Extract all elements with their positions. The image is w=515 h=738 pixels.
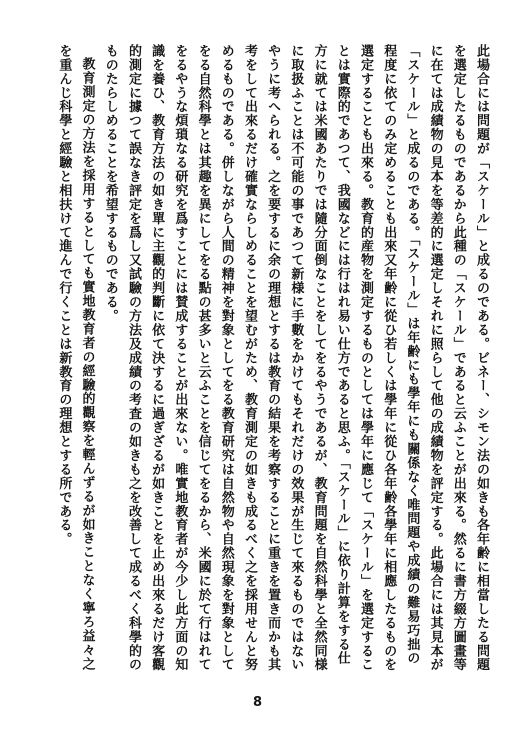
paragraph: 教育測定の方法を採用するとしても實地教育者の經驗的觀察を輕んずるが如きことなく寧ろ益々之を重んじ科學と經驗と相扶けて進んで行くことは新教育の理想とする所である。 <box>56 44 95 671</box>
page-number: 8 <box>252 695 263 710</box>
paragraph: 此場合には問題が「スケール」と成るのである。ビネー、シモン法の如きも各年齢に相當したる問題を選定したるものであるから此種の「スケール」であると云ふことが出來る。然るに書方綴方圖畫等に在ては成績物の見本を等差的に選定しそれに照らして他の成績物を評定する。此場合には其見本が「スケール」と成るのである。「スケール」は年齢にも學年にも關係なく唯問題や成績の難易巧拙の程度に依てのみ定めることも出來又年齢に從ひ若しくは學年に從ひ各年齢各學年に相應したるものを選定することも出來る。教育的産物を測定するものとしては學年に應じて「スケール」を選定することは實際的であつて、我國などには行はれ易い仕方であると思ふ。「スケール」に依り計算をする仕方に就ては米國あたりでは隨分面倒なことをしてをるやうであるが、教育問題を自然科學と全然同様に取扱ふことは不可能の事であつて新様に手數をかけてもそれだけの效果が生じて來るものではないやうに考へられる。之を要するに余の理想とするは教育の結果を考察することに重きを置き而かも其考をして出來るだけ確實ならしめることを望むがため、教育測定の如きも成るべく之を採用せんと努めるものである。併しながら人間の精神を對象としてをる教育研究は自然物や自然現象を對象としてをる自然科學とは其趣を異にしてをる點の甚多いと云ふことを信じてをるから、米國に於て行はれてをるやうな煩瑣なる研究を爲すことには賛成することが出來ない。唯實地教育者が今少し此方面の知識を養ひ、教育方法の如き單に主觀的判斷に依て決するに過ぎざるが如きことを止め出來るだけ客觀的測定に據つて誤なき評定を爲し又試驗の方法及成績の考査の如きも之を改善して成るべく科學的のものたらしめることを希望するものである。 <box>102 44 489 672</box>
body-text <box>23 44 493 674</box>
